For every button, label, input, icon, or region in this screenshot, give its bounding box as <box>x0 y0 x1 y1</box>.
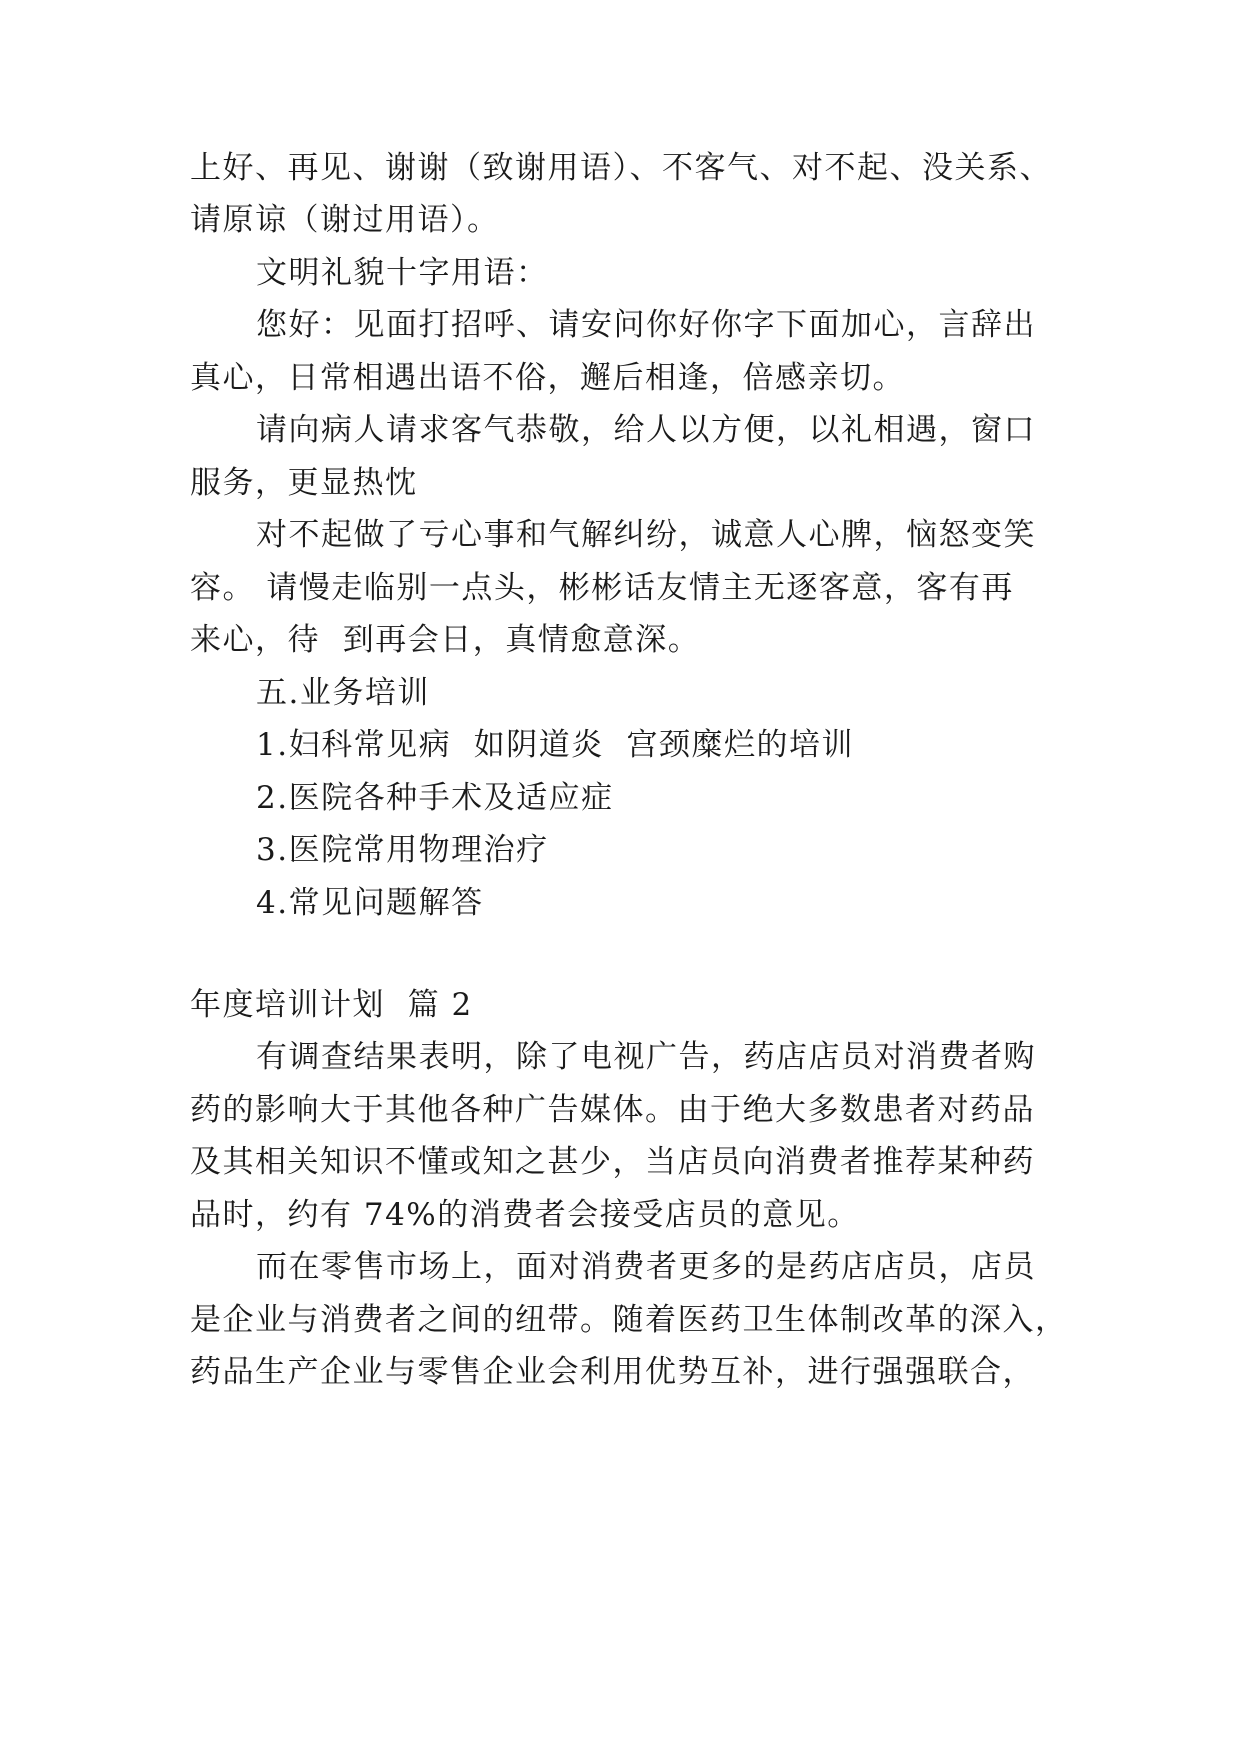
list-item: 1.妇科常见病 如阴道炎 宫颈糜烂的培训 <box>256 727 854 763</box>
paragraph-line: 药的影响大于其他各种广告媒体。由于绝大多数患者对药品 <box>190 1092 1035 1128</box>
section-heading: 五.业务培训 <box>256 675 430 711</box>
paragraph-line: 服务，更显热忱 <box>190 465 418 501</box>
paragraph-line: 对不起做了亏心事和气解纠纷，诚意人心脾，恼怒变笑 <box>256 517 1036 553</box>
paragraph-line: 有调查结果表明，除了电视广告，药店店员对消费者购 <box>256 1039 1036 1075</box>
paragraph-line: 请向病人请求客气恭敬，给人以方便，以礼相遇，窗口 <box>256 412 1036 448</box>
paragraph-line: 上好、再见、谢谢（致谢用语）、不客气、对不起、没关系、 <box>190 150 1052 186</box>
paragraph-line: 是企业与消费者之间的纽带。随着医药卫生体制改革的深入， <box>190 1302 1068 1338</box>
paragraph-line: 文明礼貌十字用语： <box>256 255 549 291</box>
paragraph-line: 真心，日常相遇出语不俗，邂后相逢，倍感亲切。 <box>190 360 905 396</box>
paragraph-line: 品时，约有 74%的消费者会接受店员的意见。 <box>190 1197 860 1233</box>
section-title: 年度培训计划 篇 2 <box>190 987 473 1023</box>
list-item: 3.医院常用物理治疗 <box>256 832 549 868</box>
list-item: 4.常见问题解答 <box>256 885 484 921</box>
paragraph-line: 而在零售市场上，面对消费者更多的是药店店员，店员 <box>256 1249 1036 1285</box>
paragraph-line: 容。 请慢走临别一点头，彬彬话友情主无逐客意，客有再 <box>190 570 1014 606</box>
paragraph-line: 及其相关知识不懂或知之甚少，当店员向消费者推荐某种药 <box>190 1144 1035 1180</box>
paragraph-line: 请原谅（谢过用语）。 <box>190 202 500 238</box>
list-item: 2.医院各种手术及适应症 <box>256 780 614 816</box>
paragraph-line: 您好：见面打招呼、请安问你好你字下面加心，言辞出 <box>256 307 1036 343</box>
paragraph-line: 药品生产企业与零售企业会利用优势互补，进行强强联合， <box>190 1354 1035 1390</box>
paragraph-line: 来心，待 到再会日，真情愈意深。 <box>190 622 701 658</box>
